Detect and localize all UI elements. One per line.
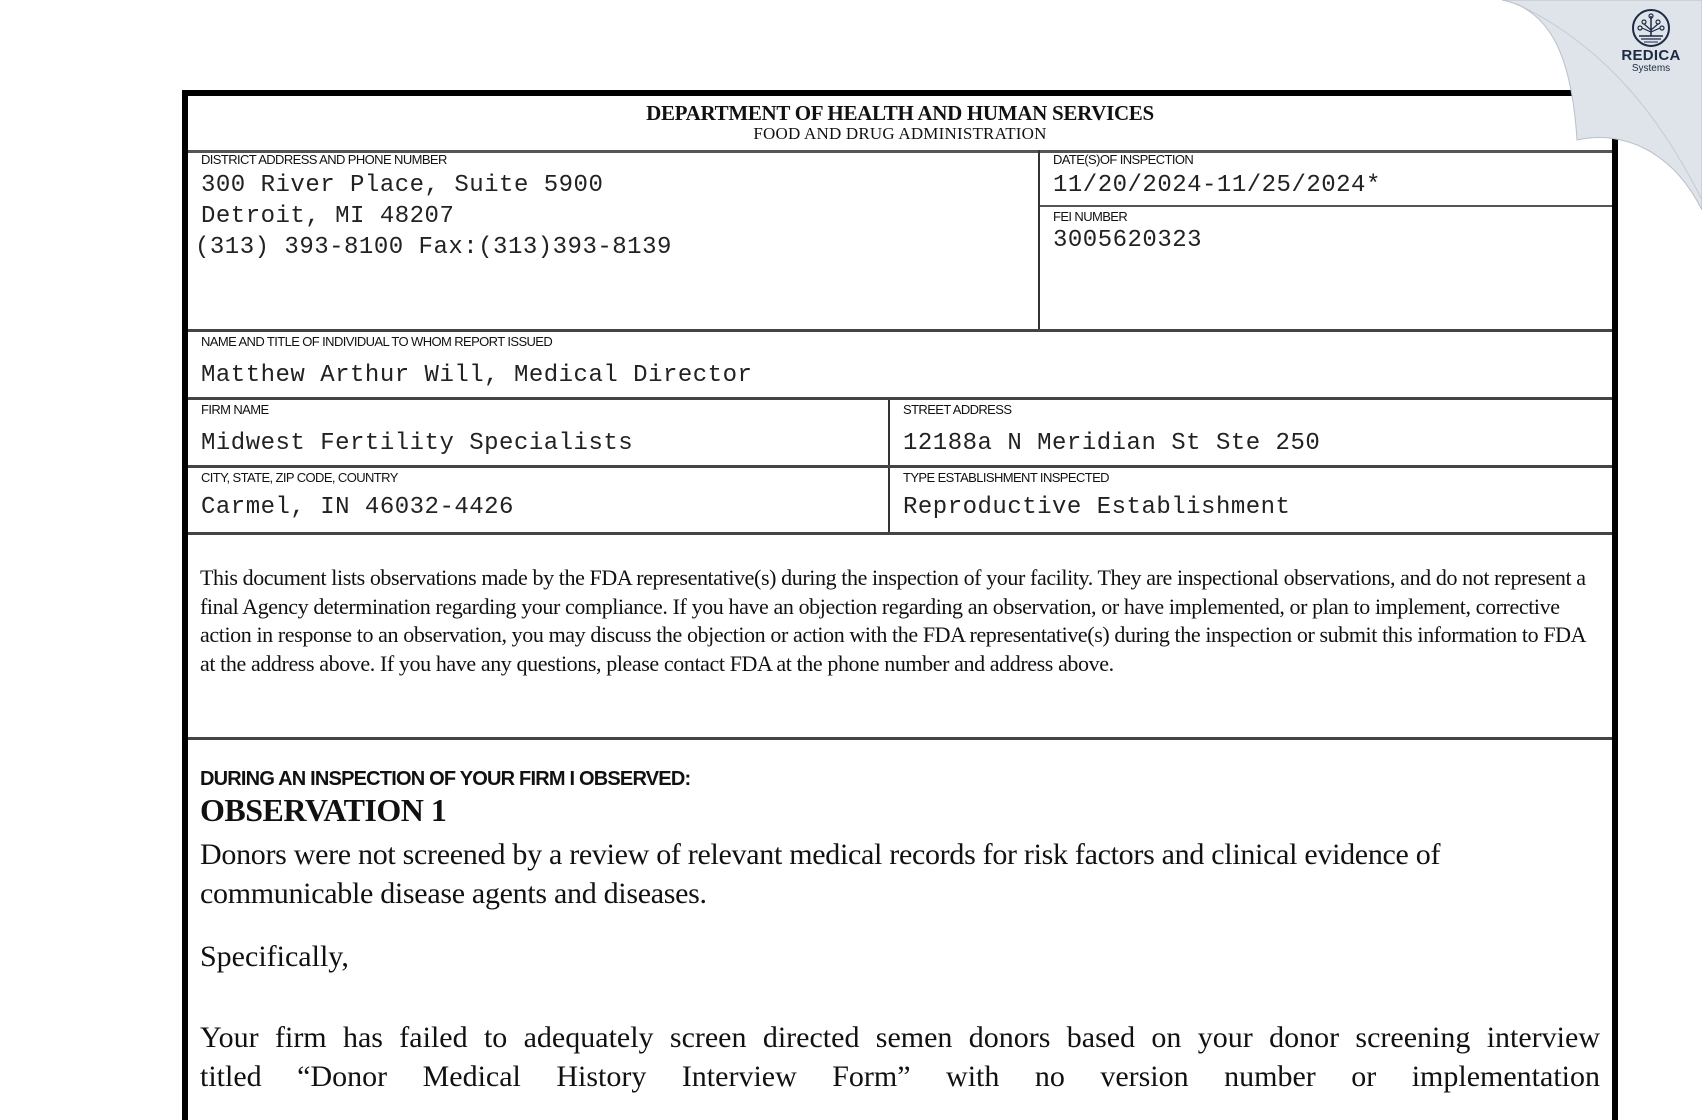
observation-title: OBSERVATION 1 — [200, 792, 447, 828]
redica-subbrand: Systems — [1631, 63, 1671, 74]
redica-tree-icon — [1631, 8, 1671, 48]
observation-summary: Donors were not screened by a review of relevant medical records for risk factors and clinical evidence of communicable disease agents and diseases. — [200, 838, 1441, 910]
district-phone: (313) 393-8100 Fax:(313)393-8139 — [195, 234, 672, 261]
observation-body: Your firm has failed to adequately screen directed semen donors based on your donor screening interview titled “Donor Medical History Interview Form” with no version number or implementation — [200, 1021, 1600, 1093]
city-cell — [188, 468, 888, 532]
city-label: CITY, STATE, ZIP CODE, COUNTRY — [201, 470, 398, 485]
district-label: DISTRICT ADDRESS AND PHONE NUMBER — [201, 152, 447, 167]
recipient-value: Matthew Arthur Will, Medical Director — [201, 362, 753, 389]
observations-intro: DURING AN INSPECTION OF YOUR FIRM I OBSERVED: — [200, 768, 691, 790]
establishment-label: TYPE ESTABLISHMENT INSPECTED — [903, 470, 1109, 485]
fei-value: 3005620323 — [1053, 227, 1203, 254]
redica-brand: REDICA — [1621, 47, 1681, 64]
agency-title: FOOD AND DRUG ADMINISTRATION — [753, 124, 1047, 143]
recipient-label: NAME AND TITLE OF INDIVIDUAL TO WHOM REPORT ISSUED — [201, 334, 553, 349]
establishment-cell — [890, 468, 1612, 532]
fda-483-form — [182, 90, 1618, 1120]
firm-value: Midwest Fertility Specialists — [201, 430, 634, 457]
fei-cell — [1040, 207, 1612, 329]
department-title: DEPARTMENT OF HEALTH AND HUMAN SERVICES — [646, 101, 1154, 125]
city-value: Carmel, IN 46032-4426 — [201, 494, 514, 521]
inspection-dates-label: DATE(S)OF INSPECTION — [1053, 152, 1194, 167]
divider — [188, 737, 1612, 740]
firm-label: FIRM NAME — [201, 402, 269, 417]
street-cell — [890, 400, 1612, 465]
observation-specifically: Specifically, — [200, 940, 349, 973]
form-header — [188, 96, 1612, 153]
district-address-line2: Detroit, MI 48207 — [201, 203, 455, 230]
fei-label: FEI NUMBER — [1053, 209, 1128, 224]
divider — [188, 532, 1612, 535]
street-value: 12188a N Meridian St Ste 250 — [903, 430, 1321, 457]
district-cell — [188, 150, 1038, 329]
street-label: STREET ADDRESS — [903, 402, 1012, 417]
district-address-line1: 300 River Place, Suite 5900 — [201, 172, 604, 199]
recipient-cell — [188, 332, 1612, 397]
inspection-dates-value: 11/20/2024-11/25/2024* — [1053, 172, 1381, 199]
redica-logo — [1616, 8, 1686, 74]
establishment-value: Reproductive Establishment — [903, 494, 1291, 521]
notice-text: This document lists observations made by the FDA representative(s) during the inspection of your facility. They are inspectional observations, and do not represent a final Agency determination regarding your compliance. If you have an objection regarding an observation, or have implemented, or plan to implement, corrective action in response to an observation, you may discuss the objection or action with the FDA representative(s) during the inspection or submit this information to FDA at the address above. If you have any questions, please contact FDA at the phone number and address above. — [200, 565, 1586, 676]
firm-cell — [188, 400, 888, 465]
